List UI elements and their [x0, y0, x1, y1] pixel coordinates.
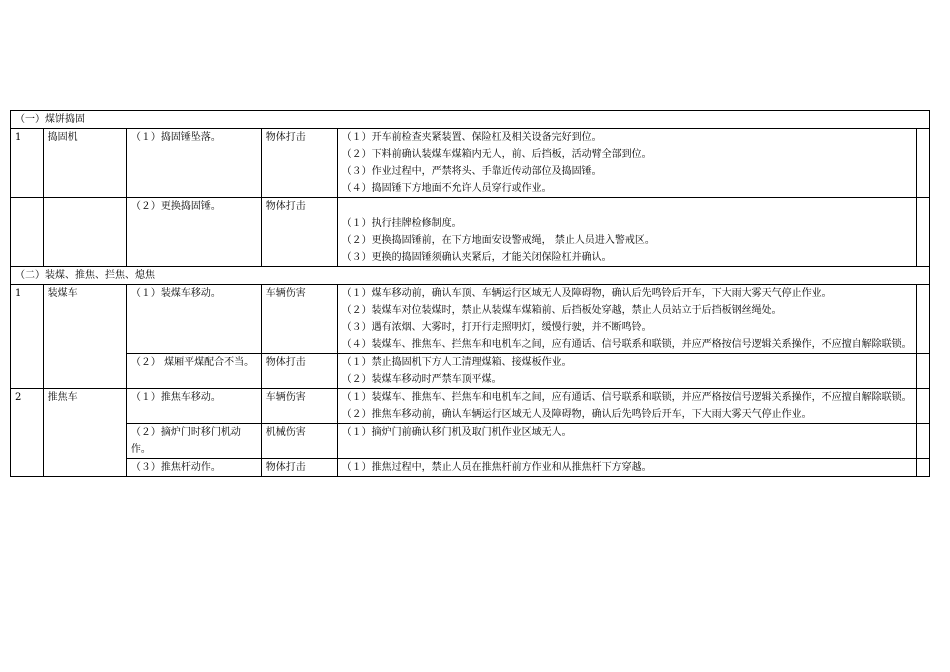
- cell-injury-type: 物体打击: [261, 129, 337, 198]
- table-row: [11, 285, 930, 354]
- cell-empty: [917, 459, 930, 477]
- measure-line: （２）装煤车对位装煤时，禁止从装煤车煤箱前、后挡板处穿越，禁止人员站立于后挡板钢丝绳处。: [341, 305, 782, 316]
- cell-device: 推焦车: [43, 389, 126, 477]
- cell-hazard: （２）更换捣固锤。: [126, 198, 261, 267]
- measure-line: （２）装煤车移动时严禁车顶平煤。: [341, 374, 502, 385]
- table-row: [11, 389, 930, 424]
- cell-hazard: （１）捣固锤坠落。: [126, 129, 261, 198]
- measure-line: （１）煤车移动前，确认车顶、车辆运行区域无人及障碍物，确认后先鸣铃后开车，下大雨大雾天气停止作业。: [341, 288, 832, 299]
- cell-empty: [917, 129, 930, 198]
- cell-empty: [917, 389, 930, 424]
- measure-line: （２）下料前确认装煤车煤箱内无人，前、后挡板，活动臂全部到位。: [341, 149, 652, 160]
- measure-line: （４）捣固锤下方地面不允许人员穿行或作业。: [341, 183, 552, 194]
- measure-line: （１）摘炉门前确认移门机及取门机作业区域无人。: [341, 427, 572, 438]
- measure-line: （１）禁止捣固机下方人工清理煤箱、接煤板作业。: [341, 357, 572, 368]
- cell-hazard: （２） 煤厢平煤配合不当。: [126, 354, 261, 389]
- cell-measures: [337, 129, 917, 198]
- measure-line: （３）更换的捣固锤须确认夹紧后，才能关闭保险杠并确认。: [341, 252, 612, 263]
- cell-injury-type: 车辆伤害: [261, 285, 337, 354]
- cell-measures: [337, 198, 917, 267]
- table-row: [11, 424, 930, 459]
- cell-injury-type: 物体打击: [261, 459, 337, 477]
- cell-empty: [917, 285, 930, 354]
- measure-line: （２）更换捣固锤前，在下方地面安设警戒绳， 禁止人员进入警戒区。: [341, 235, 655, 246]
- cell-measures: [337, 424, 917, 459]
- cell-number: 1: [11, 285, 44, 389]
- cell-empty: [917, 354, 930, 389]
- cell-device: 捣固机: [43, 129, 126, 198]
- table-row: [11, 459, 930, 477]
- section-title: （一）煤饼捣固: [11, 111, 930, 129]
- cell-measures: [337, 459, 917, 477]
- measure-line: （３）遇有浓烟、大雾时，打开行走照明灯，缓慢行驶，并不断鸣铃。: [341, 322, 652, 333]
- table-row: [11, 129, 930, 198]
- cell-measures: [337, 285, 917, 354]
- table-row: [11, 354, 930, 389]
- cell-injury-type: 机械伤害: [261, 424, 337, 459]
- table-row: [11, 198, 930, 267]
- cell-hazard: （３）推焦杆动作。: [126, 459, 261, 477]
- cell-empty: [917, 424, 930, 459]
- cell-hazard: （１）装煤车移动。: [126, 285, 261, 354]
- section-row: [11, 111, 930, 129]
- section-row: [11, 267, 930, 285]
- measure-line: （１）装煤车、推焦车、拦焦车和电机车之间，应有通话、信号联系和联锁，并应严格按信号逻辑关系操作，不应擅自解除联锁。: [341, 392, 912, 403]
- cell-number: [11, 198, 44, 267]
- cell-measures: [337, 389, 917, 424]
- measure-line: （１）推焦过程中，禁止人员在推焦杆前方作业和从推焦杆下方穿越。: [341, 462, 652, 473]
- cell-device: [43, 198, 126, 267]
- measure-line: （２）推焦车移动前，确认车辆运行区域无人及障碍物，确认后先鸣铃后开车，下大雨大雾天气停止作业。: [341, 409, 812, 420]
- cell-device: 装煤车: [43, 285, 126, 389]
- cell-injury-type: 物体打击: [261, 198, 337, 267]
- cell-number: 1: [11, 129, 44, 198]
- measure-line: （３）作业过程中，严禁将头、手靠近传动部位及捣固锤。: [341, 166, 602, 177]
- measure-line: （４）装煤车、推焦车、拦焦车和电机车之间，应有通话、信号联系和联锁，并应严格按信号逻辑关系操作，不应擅自解除联锁。: [341, 339, 912, 350]
- section-title: （二）装煤、推焦、拦焦、熄焦: [11, 267, 930, 285]
- table-body: [11, 111, 930, 477]
- measure-line: （１）开车前检查夹紧装置、保险杠及相关设备完好到位。: [341, 132, 602, 143]
- cell-measures: [337, 354, 917, 389]
- measure-spacer: [342, 198, 913, 215]
- cell-hazard: （２）摘炉门时移门机动作。: [126, 424, 261, 459]
- cell-hazard: （１）推焦车移动。: [126, 389, 261, 424]
- cell-number: 2: [11, 389, 44, 477]
- cell-injury-type: 车辆伤害: [261, 389, 337, 424]
- cell-injury-type: 物体打击: [261, 354, 337, 389]
- cell-empty: [917, 198, 930, 267]
- measure-line: （１）执行挂牌检修制度。: [341, 218, 462, 229]
- safety-measures-table: [10, 110, 930, 477]
